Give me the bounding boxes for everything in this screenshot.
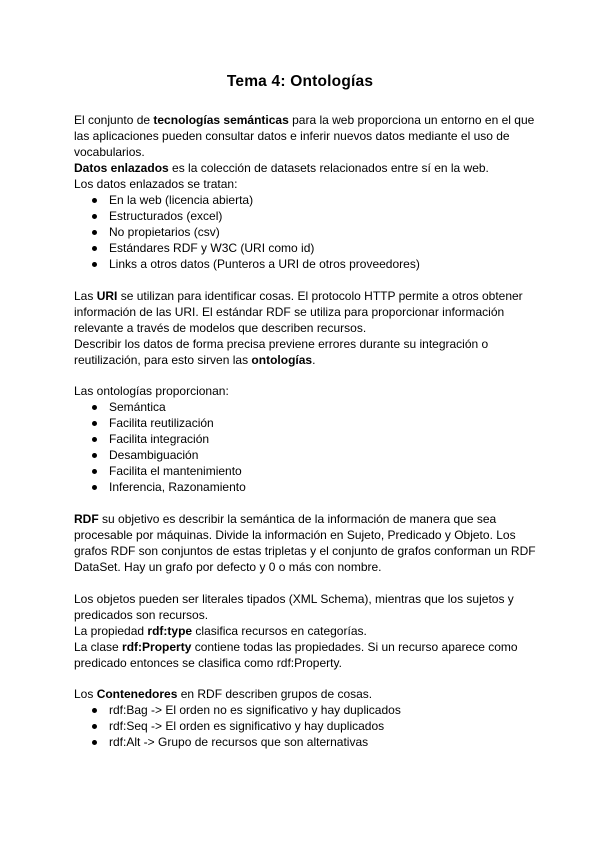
paragraph-linked-data: Datos enlazados es la colección de datasets relacionados entre sí en la web.	[74, 161, 489, 175]
section-uri	[74, 288, 544, 368]
list-item: Estándares RDF y W3C (URI como id)	[74, 240, 544, 256]
list-item: Facilita el mantenimiento	[74, 463, 544, 479]
section-rdf-properties	[74, 591, 544, 671]
list-item: Desambiguación	[74, 447, 544, 463]
paragraph-ontologies: Describir los datos de forma precisa previene errores durante su integración o reutilización, para esto sirven las ontologías.	[74, 337, 489, 367]
list-item: Facilita integración	[74, 431, 544, 447]
section-containers	[74, 686, 544, 750]
paragraph-ontology-intro: Las ontologías proporcionan:	[74, 384, 229, 398]
term-containers: Contenedores	[96, 687, 178, 701]
list-item: Inferencia, Razonamiento	[74, 479, 544, 495]
paragraph-linked-data-intro: Los datos enlazados se tratan:	[74, 177, 238, 191]
list-item: rdf:Seq -> El orden es significativo y hay duplicados	[74, 718, 544, 734]
term-linked-data: Datos enlazados	[74, 161, 169, 175]
paragraph-rdf-property: La clase rdf:Property contiene todas las propiedades. Si un recurso aparece como predicado entonces se clasifica como rdf:Property.	[74, 640, 518, 670]
containers-list	[74, 702, 544, 750]
term-ontologies: ontologías	[251, 353, 313, 367]
page-title: Tema 4: Ontologías	[226, 73, 374, 90]
list-item: Semántica	[74, 399, 544, 415]
linked-data-list	[74, 192, 544, 272]
term-rdf: RDF	[74, 512, 99, 526]
term-uri: URI	[96, 289, 118, 303]
term-semantic-tech: tecnologías semánticas	[153, 113, 289, 127]
paragraph-containers: Los Contenedores en RDF describen grupos de cosas.	[74, 687, 373, 701]
list-item: rdf:Alt -> Grupo de recursos que son alternativas	[74, 734, 544, 750]
section-ontology-benefits	[74, 383, 544, 495]
ontology-benefits-list	[74, 399, 544, 495]
list-item: No propietarios (csv)	[74, 224, 544, 240]
list-item: rdf:Bag -> El orden no es significativo y hay duplicados	[74, 702, 544, 718]
term-rdf-property: rdf:Property	[122, 640, 192, 654]
paragraph-rdf: RDF su objetivo es describir la semántica de la información de manera que sea procesable por máquinas. Divide la información en Sujeto, Predicado y Objeto. Los grafos RDF son conjuntos de estas tripletas y el conjunto de grafos conforman un RDF DataSet. Hay un grafo por defecto y 0 o más con nombre.	[74, 512, 536, 574]
paragraph-semantic-tech: El conjunto de tecnologías semánticas para la web proporciona un entorno en el que las aplicaciones pueden consultar datos e inferir nuevos datos mediante el uso de vocabularios.	[74, 113, 535, 159]
list-item: Estructurados (excel)	[74, 208, 544, 224]
list-item: Links a otros datos (Punteros a URI de otros proveedores)	[74, 256, 544, 272]
paragraph-uri: Las URI se utilizan para identificar cosas. El protocolo HTTP permite a otros obtener información de las URI. El estándar RDF se utiliza para proporcionar información relevante a través de modelos que describen recursos.	[74, 289, 523, 335]
paragraph-rdf-type: La propiedad rdf:type clasifica recursos en categorías.	[74, 624, 367, 638]
paragraph-objects: Los objetos pueden ser literales tipados (XML Schema), mientras que los sujetos y predicados son recursos.	[74, 592, 514, 622]
list-item: Facilita reutilización	[74, 415, 544, 431]
section-rdf	[74, 511, 544, 575]
section-linked-data	[74, 112, 544, 272]
term-rdf-type: rdf:type	[147, 624, 193, 638]
list-item: En la web (licencia abierta)	[74, 192, 544, 208]
